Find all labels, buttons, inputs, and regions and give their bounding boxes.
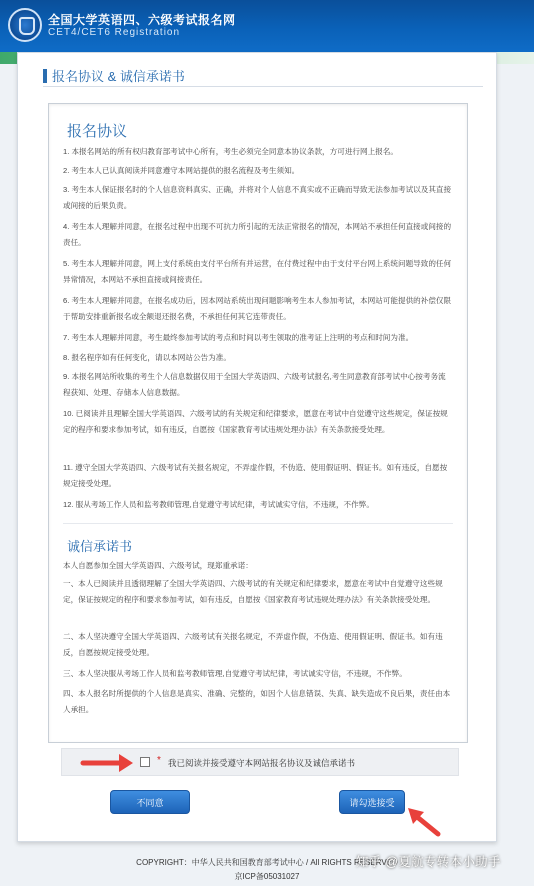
required-mark: * — [157, 755, 161, 766]
footer-copyright: COPYRIGHT：中华人民共和国教育部考试中心 / All RIGHTS RESERVED — [136, 858, 398, 867]
pledge-line: 一、本人已阅读并且透彻理解了全国大学英语四、六级考试的有关规定和纪律要求，愿意在考试中自觉遵守这些规定，保证按规定的程序和要求参加考试，如有违反，自愿按《国家教育考试违规处理办法》有关条款接受处理。 — [63, 579, 443, 604]
agreement-item: 9. 本报名网站所收集的考生个人信息数据仅用于全国大学英语四、六级考试报名,考生同意教育部考试中心按考务流程获知、处理、存储本人信息数据。 — [63, 372, 446, 397]
accept-button[interactable]: 请勾选接受 — [339, 790, 405, 814]
pledge-line: 四、本人报名时所提供的个人信息是真实、准确、完整的，如因个人信息错误、失真、缺失造成不良后果，责任由本人承担。 — [63, 689, 451, 714]
agreement-item: 1. 本报名网站的所有权归教育部考试中心所有，考生必须完全同意本协议条款，方可进行网上报名。 — [63, 147, 398, 156]
agreement-item: 7. 考生本人理解并同意，考生最终参加考试的考点和时间以考生领取的准考证上注明的考点和时间为准。 — [63, 333, 414, 342]
title-bar-marker — [43, 69, 47, 83]
site-subtitle: CET4/CET6 Registration — [48, 27, 181, 38]
section-divider — [63, 523, 453, 524]
red-arrow-right-icon — [79, 752, 135, 774]
agreement-item: 2. 考生本人已认真阅读并同意遵守本网站提供的报名流程及考生须知。 — [63, 166, 300, 175]
pledge-line: 三、本人坚决服从考场工作人员和监考教师管理,自觉遵守考试纪律，考试诚实守信，不违规，不作弊。 — [63, 669, 407, 678]
page-title-text: 报名协议 & 诚信承诺书 — [52, 69, 185, 84]
red-arrow-up-left-icon — [404, 806, 444, 838]
agreement-item: 11. 遵守全国大学英语四、六级考试有关报名规定，不弄虚作假，不伪造、使用假证明、假证书。如有违反，自愿按规定接受处理。 — [63, 463, 448, 488]
agreement-item: 8. 报名程序如有任何变化，请以本网站公告为准。 — [63, 353, 231, 362]
agreement-item: 5. 考生本人理解并同意，网上支付系统由支付平台所有并运营，在付费过程中由于支付平台网上系统问题导致的任何异常情况，本网站不承担直接或间接责任。 — [63, 259, 452, 284]
agreement-item: 12. 服从考场工作人员和监考教师管理,自觉遵守考试纪律，考试诚实守信，不违规，不作弊。 — [63, 500, 374, 509]
consent-label[interactable]: 我已阅读并接受遵守本网站报名协议及诚信承诺书 — [168, 758, 356, 768]
footer-icp: 京ICP备05031027 — [234, 872, 300, 881]
zhihu-watermark: 知乎 @夏航专转本小助手 — [356, 855, 501, 869]
agreement-title: 报名协议 — [67, 123, 128, 140]
page-title — [43, 66, 185, 85]
disagree-button[interactable]: 不同意 — [110, 790, 190, 814]
pledge-line: 本人自愿参加全国大学英语四、六级考试，现郑重承诺： — [63, 561, 253, 570]
pledge-title: 诚信承诺书 — [67, 539, 133, 554]
consent-checkbox[interactable] — [140, 757, 150, 767]
cet-logo-icon — [8, 8, 42, 42]
agreement-item: 4. 考生本人理解并同意，在报名过程中出现不可抗力所引起的无法正常报名的情况，本网站不承担任何直接或间接的责任。 — [63, 222, 452, 247]
site-title: 全国大学英语四、六级考试报名网 — [48, 13, 236, 27]
site-header — [0, 0, 534, 52]
title-divider — [43, 86, 483, 87]
agreement-item: 6. 考生本人理解并同意，在报名成功后，因本网站系统出现问题影响考生本人参加考试，本网站可能提供的补偿仅限于帮助安排重新报名或全额退还报名费，不承担任何其它连带责任。 — [63, 296, 452, 321]
agreement-scroll-box[interactable] — [48, 103, 468, 743]
pledge-line: 二、本人坚决遵守全国大学英语四、六级考试有关报名规定，不弄虚作假，不伪造、使用假证明、假证书。如有违反，自愿按规定接受处理。 — [63, 632, 443, 657]
agreement-item: 10. 已阅读并且理解全国大学英语四、六级考试的有关规定和纪律要求，愿意在考试中自觉遵守这些规定，保证按规定的程序和要求参加考试，如有违反，自愿按《国家教育考试违规处理办法》有关条款接受处理。 — [63, 409, 448, 434]
agreement-item: 3. 考生本人保证报名时的个人信息资料真实、正确，并将对个人信息不真实或不正确而导致无法参加考试以及其直接或间接的后果负责。 — [63, 185, 452, 210]
